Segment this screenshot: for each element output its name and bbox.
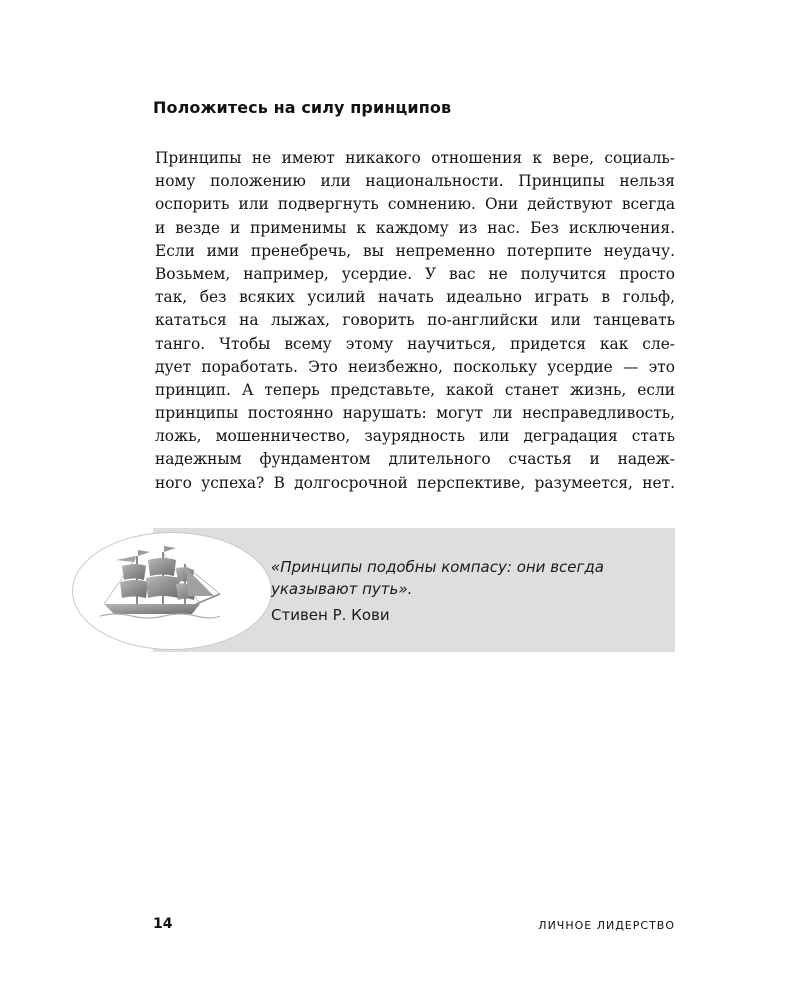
paragraph-line: и везде и применимы к каждому из нас. Без исключения.	[155, 218, 675, 237]
paragraph-line: ложь, мошенничество, заурядность или деградация стать	[155, 427, 675, 446]
paragraph-line: Возьмем, например, усердие. У вас не получится просто	[155, 264, 675, 283]
paragraph-line: надежным фундаментом длительного счастья и надеж-	[155, 450, 675, 469]
body-paragraph	[155, 147, 675, 495]
paragraph-line: Принципы не имеют никакого отношения к вере, социаль-	[155, 149, 675, 167]
quote-text	[271, 556, 666, 600]
paragraph-line: ному положению или национальности. Принципы нельзя	[155, 172, 675, 191]
paragraph-line: принципы постоянно нарушать: могут ли несправедливость,	[155, 404, 675, 423]
paragraph-line: так, без всяких усилий начать идеально играть в гольф,	[155, 288, 675, 307]
quote-author: Стивен Р. Кови	[271, 606, 390, 624]
paragraph-line: ного успеха? В долгосрочной перспективе, разумеется, нет.	[155, 473, 675, 492]
paragraph-line: кататься на лыжах, говорить по-английски или танцевать	[155, 311, 675, 330]
sailing-ship-icon	[96, 546, 224, 626]
quote-line-1: «Принципы подобны компасу: они всегда	[271, 558, 604, 576]
paragraph-line: танго. Чтобы всему этому научиться, придется как сле-	[155, 334, 675, 353]
paragraph-line: принцип. А теперь представьте, какой станет жизнь, если	[155, 380, 675, 399]
paragraph-line: Если ими пренебречь, вы непременно потерпите неудачу.	[155, 241, 675, 260]
quote-line-2: указывают путь».	[271, 580, 413, 598]
paragraph-line: дует поработать. Это неизбежно, поскольку усердие — это	[155, 357, 675, 376]
section-heading: Положитесь на силу принципов	[153, 98, 452, 117]
running-title: ЛИЧНОЕ ЛИДЕРСТВО	[538, 919, 675, 932]
page-number: 14	[153, 916, 173, 932]
paragraph-line: оспорить или подвергнуть сомнению. Они действуют всегда	[155, 195, 675, 214]
